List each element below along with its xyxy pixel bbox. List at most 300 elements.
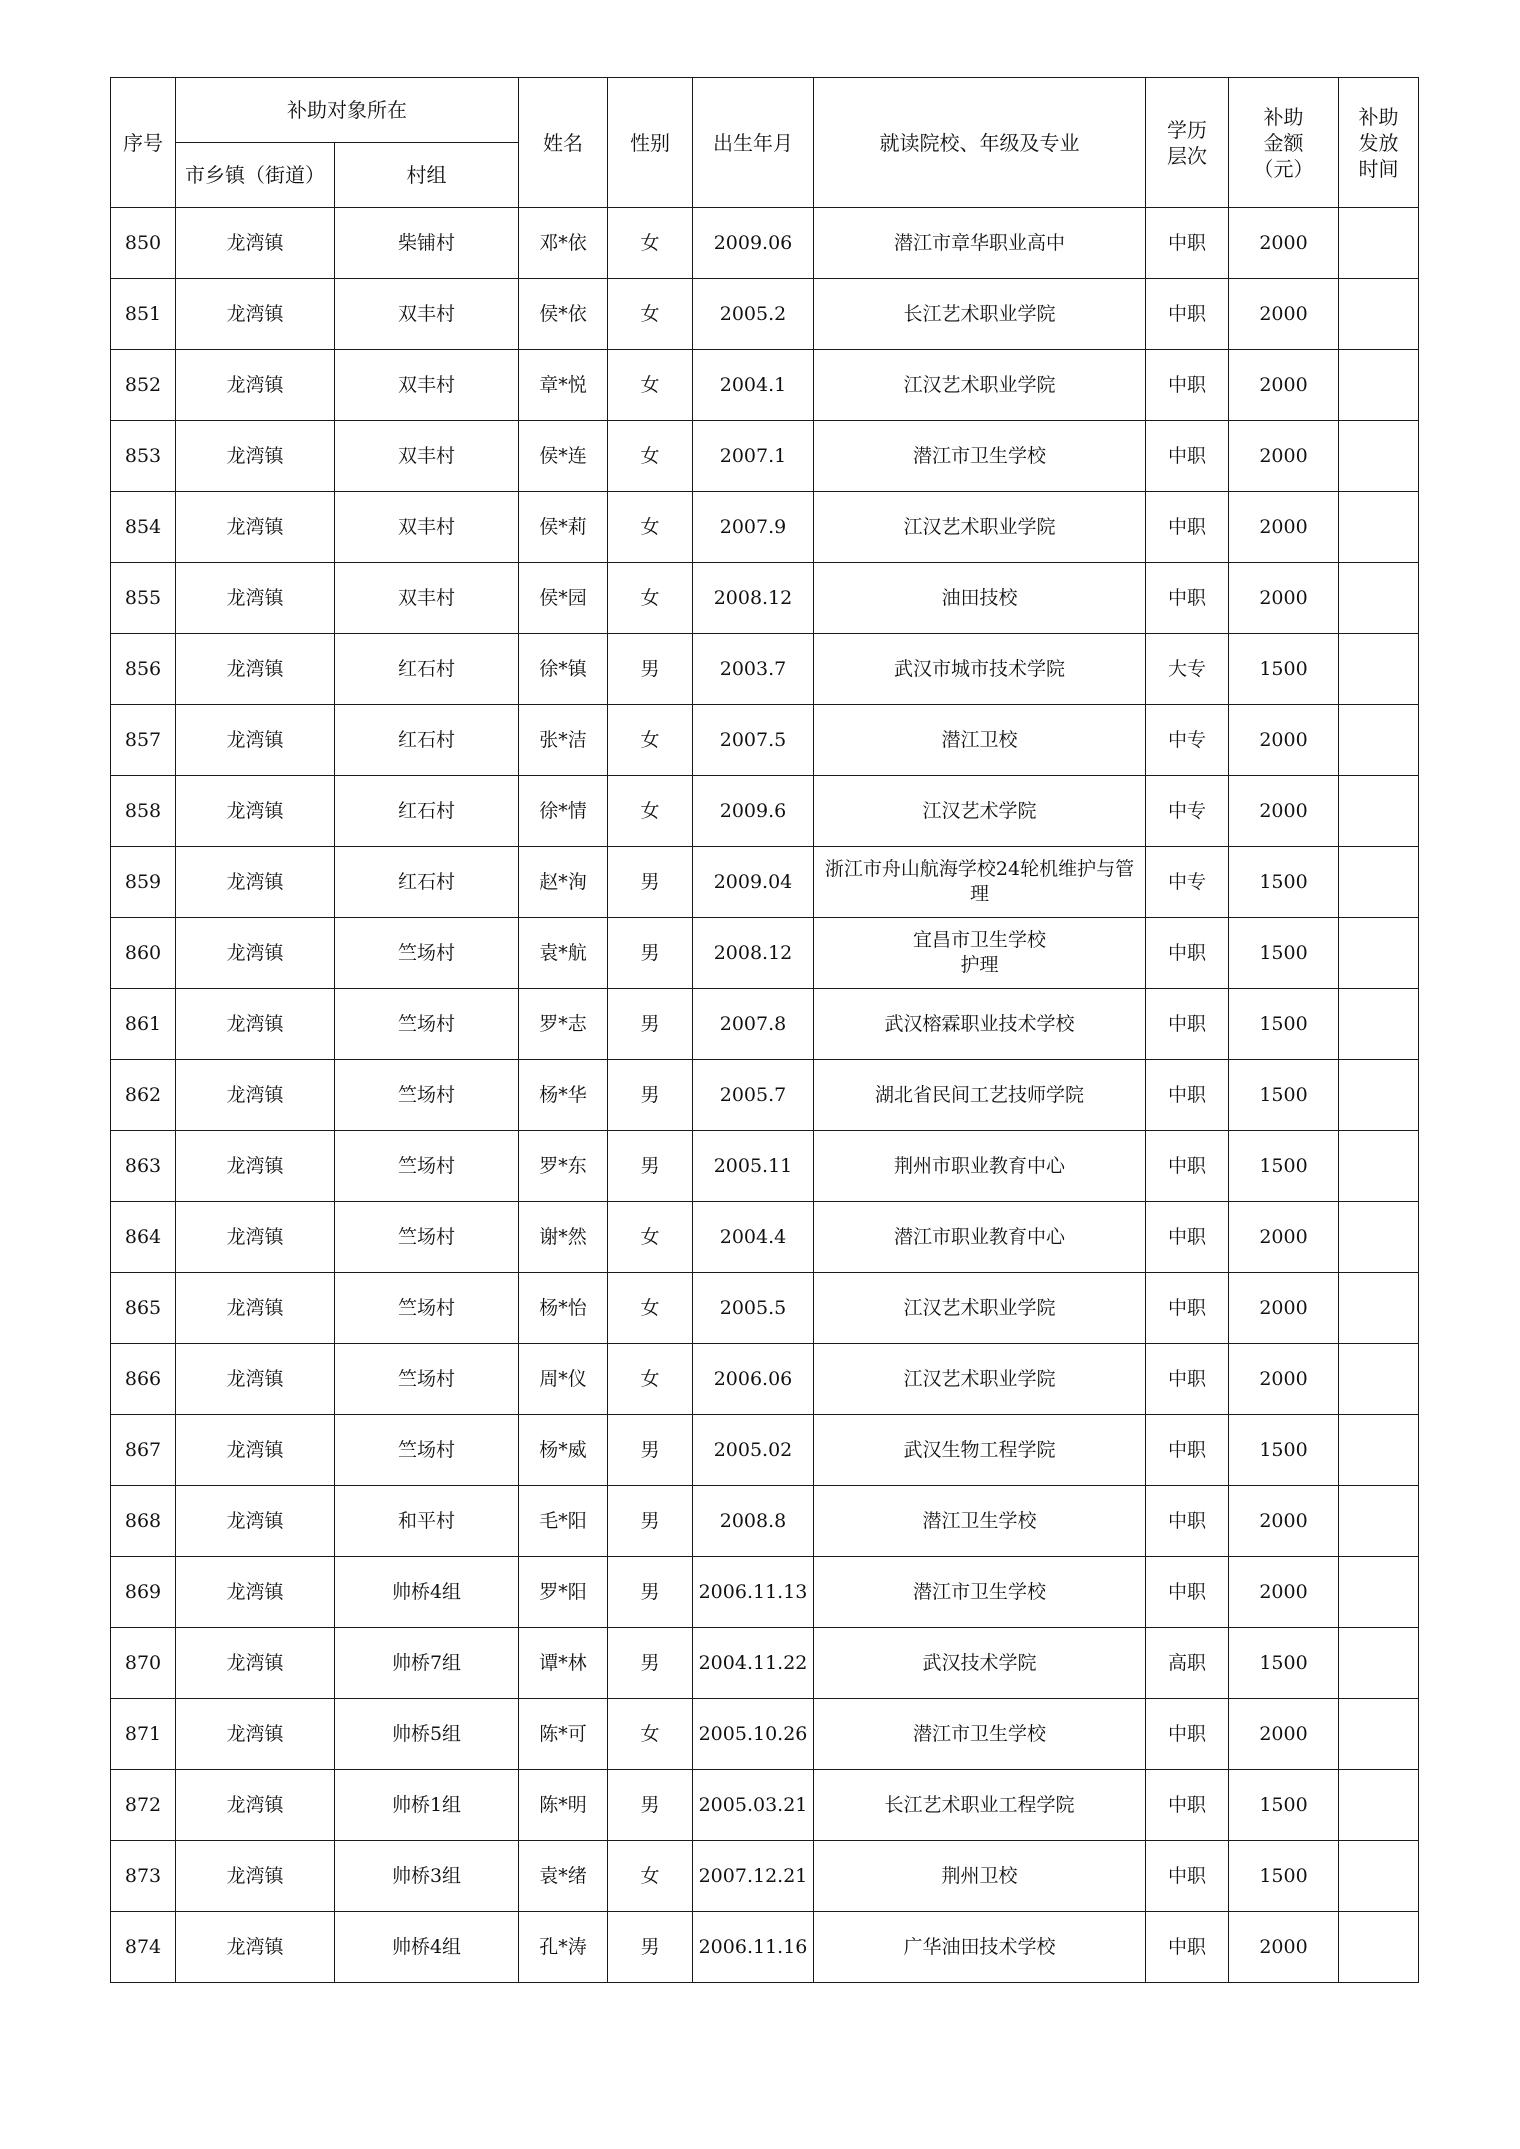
cell-seq: 858: [111, 776, 176, 847]
school-line1: 武汉市城市技术学院: [893, 657, 1065, 680]
cell-birth: 2005.02: [693, 1415, 814, 1486]
cell-seq: 869: [111, 1557, 176, 1628]
cell-seq: 851: [111, 279, 176, 350]
cell-seq: 870: [111, 1628, 176, 1699]
cell-amount: 2000: [1229, 279, 1339, 350]
cell-name: 周*仪: [519, 1344, 608, 1415]
table-row: [111, 492, 1419, 563]
cell-seq: 855: [111, 563, 176, 634]
cell-town: 龙湾镇: [176, 1699, 335, 1770]
cell-amount: 2000: [1229, 350, 1339, 421]
school-line1: 武汉榕霖职业技术学校: [884, 1012, 1075, 1035]
table-row: [111, 847, 1419, 918]
cell-level: 中专: [1146, 847, 1229, 918]
cell-level: 中专: [1146, 705, 1229, 776]
school-line1: 长江艺术职业学院: [903, 302, 1056, 325]
table-row: [111, 1131, 1419, 1202]
cell-seq: 872: [111, 1770, 176, 1841]
cell-name: 侯*连: [519, 421, 608, 492]
cell-village: 竺场村: [335, 1273, 519, 1344]
table-row: [111, 1060, 1419, 1131]
cell-amount: 1500: [1229, 634, 1339, 705]
cell-amount: 2000: [1229, 776, 1339, 847]
cell-village: 双丰村: [335, 350, 519, 421]
school-line1: 潜江市卫生学校: [912, 1722, 1046, 1745]
col-header-village: 村组: [335, 143, 519, 208]
table-row: [111, 1344, 1419, 1415]
cell-time: [1339, 634, 1419, 705]
table-body: [111, 208, 1419, 1983]
table-row: [111, 208, 1419, 279]
cell-village: 竺场村: [335, 1415, 519, 1486]
cell-gender: 男: [608, 1131, 693, 1202]
cell-birth: 2006.11.13: [693, 1557, 814, 1628]
cell-seq: 852: [111, 350, 176, 421]
cell-town: 龙湾镇: [176, 634, 335, 705]
cell-name: 徐*情: [519, 776, 608, 847]
cell-school: [814, 989, 1146, 1060]
cell-gender: 女: [608, 705, 693, 776]
cell-gender: 男: [608, 634, 693, 705]
cell-name: 侯*园: [519, 563, 608, 634]
cell-birth: 2007.5: [693, 705, 814, 776]
cell-birth: 2005.5: [693, 1273, 814, 1344]
cell-level: 中职: [1146, 350, 1229, 421]
cell-birth: 2007.1: [693, 421, 814, 492]
cell-name: 邓*依: [519, 208, 608, 279]
cell-town: 龙湾镇: [176, 492, 335, 563]
cell-amount: 2000: [1229, 1273, 1339, 1344]
cell-town: 龙湾镇: [176, 1486, 335, 1557]
table-header: [111, 78, 1419, 208]
cell-name: 侯*莉: [519, 492, 608, 563]
cell-birth: 2008.8: [693, 1486, 814, 1557]
cell-gender: 男: [608, 989, 693, 1060]
cell-level: 中职: [1146, 1202, 1229, 1273]
school-line1: 江汉艺术职业学院: [903, 1296, 1056, 1319]
cell-name: 侯*依: [519, 279, 608, 350]
cell-birth: 2009.04: [693, 847, 814, 918]
cell-school: [814, 1344, 1146, 1415]
cell-village: 竺场村: [335, 918, 519, 989]
cell-school: [814, 563, 1146, 634]
table-row: [111, 989, 1419, 1060]
level-header-line1: 学历: [1167, 117, 1207, 142]
cell-level: 中职: [1146, 1415, 1229, 1486]
cell-gender: 女: [608, 279, 693, 350]
cell-town: 龙湾镇: [176, 279, 335, 350]
cell-name: 杨*怡: [519, 1273, 608, 1344]
cell-amount: 1500: [1229, 918, 1339, 989]
cell-seq: 853: [111, 421, 176, 492]
cell-level: 中职: [1146, 1841, 1229, 1912]
cell-birth: 2007.12.21: [693, 1841, 814, 1912]
cell-time: [1339, 492, 1419, 563]
table-row: [111, 776, 1419, 847]
col-header-birth: 出生年月: [693, 78, 814, 208]
cell-time: [1339, 1273, 1419, 1344]
cell-time: [1339, 1557, 1419, 1628]
cell-amount: 1500: [1229, 1628, 1339, 1699]
cell-birth: 2004.11.22: [693, 1628, 814, 1699]
cell-level: 高职: [1146, 1628, 1229, 1699]
cell-gender: 女: [608, 350, 693, 421]
cell-seq: 861: [111, 989, 176, 1060]
school-line1: 荆州卫校: [941, 1864, 1018, 1887]
cell-school: [814, 1060, 1146, 1131]
school-line1: 荆州市职业教育中心: [893, 1154, 1065, 1177]
cell-village: 红石村: [335, 847, 519, 918]
cell-seq: 863: [111, 1131, 176, 1202]
school-line1: 宜昌市卫生学校: [912, 929, 1046, 952]
cell-amount: 2000: [1229, 1912, 1339, 1983]
cell-school: [814, 1557, 1146, 1628]
table-row: [111, 1486, 1419, 1557]
cell-gender: 男: [608, 1415, 693, 1486]
cell-town: 龙湾镇: [176, 847, 335, 918]
col-header-location-group: 补助对象所在: [176, 78, 519, 143]
cell-town: 龙湾镇: [176, 1841, 335, 1912]
cell-gender: 女: [608, 776, 693, 847]
school-line1: 江汉艺术职业学院: [903, 515, 1056, 538]
cell-school: [814, 279, 1146, 350]
cell-level: 中职: [1146, 1486, 1229, 1557]
school-line1: 长江艺术职业工程学院: [884, 1793, 1075, 1816]
cell-village: 帅桥3组: [335, 1841, 519, 1912]
school-line1: 潜江市卫生学校: [912, 1580, 1046, 1603]
cell-village: 帅桥1组: [335, 1770, 519, 1841]
cell-village: 和平村: [335, 1486, 519, 1557]
cell-town: 龙湾镇: [176, 1415, 335, 1486]
cell-school: [814, 1486, 1146, 1557]
cell-town: 龙湾镇: [176, 1344, 335, 1415]
cell-amount: 2000: [1229, 1202, 1339, 1273]
cell-village: 帅桥7组: [335, 1628, 519, 1699]
cell-seq: 874: [111, 1912, 176, 1983]
cell-gender: 男: [608, 1486, 693, 1557]
cell-town: 龙湾镇: [176, 1131, 335, 1202]
table-row: [111, 1557, 1419, 1628]
cell-time: [1339, 1628, 1419, 1699]
cell-name: 罗*东: [519, 1131, 608, 1202]
cell-birth: 2006.11.16: [693, 1912, 814, 1983]
cell-amount: 2000: [1229, 1699, 1339, 1770]
cell-seq: 871: [111, 1699, 176, 1770]
cell-birth: 2009.06: [693, 208, 814, 279]
cell-amount: 2000: [1229, 563, 1339, 634]
table-row: [111, 634, 1419, 705]
cell-time: [1339, 1202, 1419, 1273]
col-header-amount: [1229, 78, 1339, 208]
subsidy-table: [110, 77, 1419, 1983]
cell-amount: 2000: [1229, 208, 1339, 279]
amount-header-line3: （元）: [1253, 156, 1314, 181]
cell-town: 龙湾镇: [176, 1912, 335, 1983]
cell-gender: 女: [608, 208, 693, 279]
cell-seq: 868: [111, 1486, 176, 1557]
cell-level: 中职: [1146, 1060, 1229, 1131]
cell-seq: 856: [111, 634, 176, 705]
cell-level: 中职: [1146, 208, 1229, 279]
cell-name: 赵*洵: [519, 847, 608, 918]
school-line1: 武汉生物工程学院: [903, 1438, 1056, 1461]
cell-time: [1339, 208, 1419, 279]
col-header-time: [1339, 78, 1419, 208]
cell-town: 龙湾镇: [176, 1557, 335, 1628]
cell-birth: 2003.7: [693, 634, 814, 705]
table-row: [111, 705, 1419, 776]
cell-name: 毛*阳: [519, 1486, 608, 1557]
cell-village: 双丰村: [335, 421, 519, 492]
cell-town: 龙湾镇: [176, 1060, 335, 1131]
cell-gender: 男: [608, 1912, 693, 1983]
cell-name: 杨*华: [519, 1060, 608, 1131]
cell-town: 龙湾镇: [176, 989, 335, 1060]
cell-time: [1339, 1486, 1419, 1557]
cell-school: [814, 1770, 1146, 1841]
cell-town: 龙湾镇: [176, 421, 335, 492]
cell-gender: 女: [608, 1273, 693, 1344]
cell-amount: 1500: [1229, 989, 1339, 1060]
cell-time: [1339, 1912, 1419, 1983]
cell-amount: 2000: [1229, 421, 1339, 492]
cell-level: 中职: [1146, 1273, 1229, 1344]
cell-gender: 女: [608, 492, 693, 563]
table-row: [111, 1699, 1419, 1770]
amount-header-line2: 金额: [1263, 130, 1304, 155]
table-row: [111, 1202, 1419, 1273]
cell-birth: 2007.8: [693, 989, 814, 1060]
cell-time: [1339, 279, 1419, 350]
cell-gender: 男: [608, 1770, 693, 1841]
cell-town: 龙湾镇: [176, 1273, 335, 1344]
cell-name: 谭*林: [519, 1628, 608, 1699]
cell-village: 帅桥5组: [335, 1699, 519, 1770]
cell-school: [814, 776, 1146, 847]
cell-birth: 2005.11: [693, 1131, 814, 1202]
cell-seq: 857: [111, 705, 176, 776]
cell-school: [814, 421, 1146, 492]
cell-amount: 1500: [1229, 1415, 1339, 1486]
col-header-town: 市乡镇（街道）: [176, 143, 335, 208]
cell-seq: 866: [111, 1344, 176, 1415]
cell-name: 袁*绪: [519, 1841, 608, 1912]
school-line1: 江汉艺术学院: [922, 799, 1037, 822]
cell-birth: 2008.12: [693, 918, 814, 989]
cell-school: [814, 1628, 1146, 1699]
cell-time: [1339, 1770, 1419, 1841]
school-line1: 潜江卫校: [941, 728, 1018, 751]
table-row: [111, 1770, 1419, 1841]
cell-time: [1339, 1841, 1419, 1912]
cell-name: 章*悦: [519, 350, 608, 421]
cell-school: [814, 1202, 1146, 1273]
cell-name: 陈*明: [519, 1770, 608, 1841]
cell-village: 竺场村: [335, 1344, 519, 1415]
cell-town: 龙湾镇: [176, 350, 335, 421]
col-header-level: [1146, 78, 1229, 208]
school-line1: 油田技校: [941, 586, 1018, 609]
cell-birth: 2009.6: [693, 776, 814, 847]
time-header-line1: 补助: [1358, 104, 1399, 129]
cell-amount: 1500: [1229, 1770, 1339, 1841]
cell-gender: 男: [608, 847, 693, 918]
cell-name: 陈*可: [519, 1699, 608, 1770]
cell-name: 杨*威: [519, 1415, 608, 1486]
cell-birth: 2005.7: [693, 1060, 814, 1131]
cell-village: 竺场村: [335, 1060, 519, 1131]
cell-time: [1339, 421, 1419, 492]
cell-village: 红石村: [335, 634, 519, 705]
school-line1: 潜江市章华职业高中: [893, 231, 1065, 254]
table-row: [111, 1628, 1419, 1699]
cell-gender: 女: [608, 1841, 693, 1912]
cell-level: 中职: [1146, 1912, 1229, 1983]
cell-village: 帅桥4组: [335, 1912, 519, 1983]
cell-birth: 2004.4: [693, 1202, 814, 1273]
school-line1: 潜江市卫生学校: [912, 444, 1046, 467]
cell-amount: 2000: [1229, 1344, 1339, 1415]
cell-town: 龙湾镇: [176, 918, 335, 989]
cell-amount: 1500: [1229, 1060, 1339, 1131]
cell-school: [814, 705, 1146, 776]
cell-birth: 2005.2: [693, 279, 814, 350]
cell-seq: 859: [111, 847, 176, 918]
cell-time: [1339, 705, 1419, 776]
col-header-seq: 序号: [111, 78, 176, 208]
cell-level: 中职: [1146, 279, 1229, 350]
table-row: [111, 918, 1419, 989]
school-line1: 武汉技术学院: [922, 1651, 1037, 1674]
cell-name: 谢*然: [519, 1202, 608, 1273]
school-line2: 理: [969, 883, 989, 905]
cell-school: [814, 350, 1146, 421]
cell-level: 中职: [1146, 421, 1229, 492]
cell-town: 龙湾镇: [176, 1770, 335, 1841]
school-line1: 湖北省民间工艺技师学院: [874, 1083, 1084, 1106]
cell-village: 竺场村: [335, 989, 519, 1060]
cell-gender: 女: [608, 421, 693, 492]
table-row: [111, 1841, 1419, 1912]
table-row: [111, 1912, 1419, 1983]
cell-seq: 864: [111, 1202, 176, 1273]
table-row: [111, 563, 1419, 634]
cell-village: 竺场村: [335, 1202, 519, 1273]
cell-name: 袁*航: [519, 918, 608, 989]
cell-birth: 2004.1: [693, 350, 814, 421]
school-line1: 潜江卫生学校: [922, 1509, 1037, 1532]
cell-name: 张*洁: [519, 705, 608, 776]
cell-village: 红石村: [335, 705, 519, 776]
cell-level: 中职: [1146, 1699, 1229, 1770]
school-line2: 护理: [960, 954, 999, 976]
cell-gender: 男: [608, 918, 693, 989]
cell-town: 龙湾镇: [176, 705, 335, 776]
cell-village: 帅桥4组: [335, 1557, 519, 1628]
cell-birth: 2007.9: [693, 492, 814, 563]
cell-school: [814, 1699, 1146, 1770]
cell-level: 大专: [1146, 634, 1229, 705]
cell-birth: 2008.12: [693, 563, 814, 634]
cell-time: [1339, 1060, 1419, 1131]
col-header-name: 姓名: [519, 78, 608, 208]
cell-village: 双丰村: [335, 492, 519, 563]
cell-birth: 2006.06: [693, 1344, 814, 1415]
cell-time: [1339, 918, 1419, 989]
cell-town: 龙湾镇: [176, 1628, 335, 1699]
cell-level: 中职: [1146, 1131, 1229, 1202]
cell-gender: 女: [608, 1202, 693, 1273]
cell-amount: 1500: [1229, 847, 1339, 918]
cell-level: 中职: [1146, 492, 1229, 563]
school-line1: 江汉艺术职业学院: [903, 373, 1056, 396]
cell-seq: 854: [111, 492, 176, 563]
cell-school: [814, 1415, 1146, 1486]
cell-time: [1339, 1415, 1419, 1486]
cell-level: 中职: [1146, 1344, 1229, 1415]
cell-school: [814, 1131, 1146, 1202]
school-line1: 广华油田技术学校: [903, 1935, 1056, 1958]
cell-time: [1339, 1699, 1419, 1770]
cell-name: 孔*涛: [519, 1912, 608, 1983]
cell-seq: 865: [111, 1273, 176, 1344]
cell-village: 柴铺村: [335, 208, 519, 279]
cell-level: 中职: [1146, 1770, 1229, 1841]
table-row: [111, 1415, 1419, 1486]
cell-village: 竺场村: [335, 1131, 519, 1202]
cell-school: [814, 1841, 1146, 1912]
cell-gender: 女: [608, 1344, 693, 1415]
school-line1: 浙江市舟山航海学校24轮机维护与管: [824, 858, 1135, 881]
table-row: [111, 1273, 1419, 1344]
cell-level: 中职: [1146, 918, 1229, 989]
cell-seq: 862: [111, 1060, 176, 1131]
cell-town: 龙湾镇: [176, 1202, 335, 1273]
cell-level: 中职: [1146, 989, 1229, 1060]
cell-time: [1339, 776, 1419, 847]
cell-name: 罗*阳: [519, 1557, 608, 1628]
amount-header-line1: 补助: [1263, 104, 1304, 129]
cell-level: 中职: [1146, 1557, 1229, 1628]
cell-gender: 男: [608, 1628, 693, 1699]
cell-birth: 2005.03.21: [693, 1770, 814, 1841]
cell-village: 双丰村: [335, 563, 519, 634]
cell-town: 龙湾镇: [176, 563, 335, 634]
school-line1: 潜江市职业教育中心: [893, 1225, 1065, 1248]
cell-amount: 1500: [1229, 1131, 1339, 1202]
cell-gender: 女: [608, 563, 693, 634]
cell-school: [814, 1912, 1146, 1983]
cell-gender: 女: [608, 1699, 693, 1770]
level-header-line2: 层次: [1167, 143, 1207, 168]
cell-birth: 2005.10.26: [693, 1699, 814, 1770]
cell-amount: 1500: [1229, 1841, 1339, 1912]
cell-time: [1339, 847, 1419, 918]
cell-time: [1339, 350, 1419, 421]
cell-school: [814, 492, 1146, 563]
cell-name: 罗*志: [519, 989, 608, 1060]
cell-town: 龙湾镇: [176, 208, 335, 279]
time-header-line3: 时间: [1358, 156, 1399, 181]
table-row: [111, 279, 1419, 350]
cell-school: [814, 1273, 1146, 1344]
col-header-gender: 性别: [608, 78, 693, 208]
table-row: [111, 350, 1419, 421]
cell-time: [1339, 563, 1419, 634]
cell-town: 龙湾镇: [176, 776, 335, 847]
cell-level: 中职: [1146, 563, 1229, 634]
cell-seq: 850: [111, 208, 176, 279]
